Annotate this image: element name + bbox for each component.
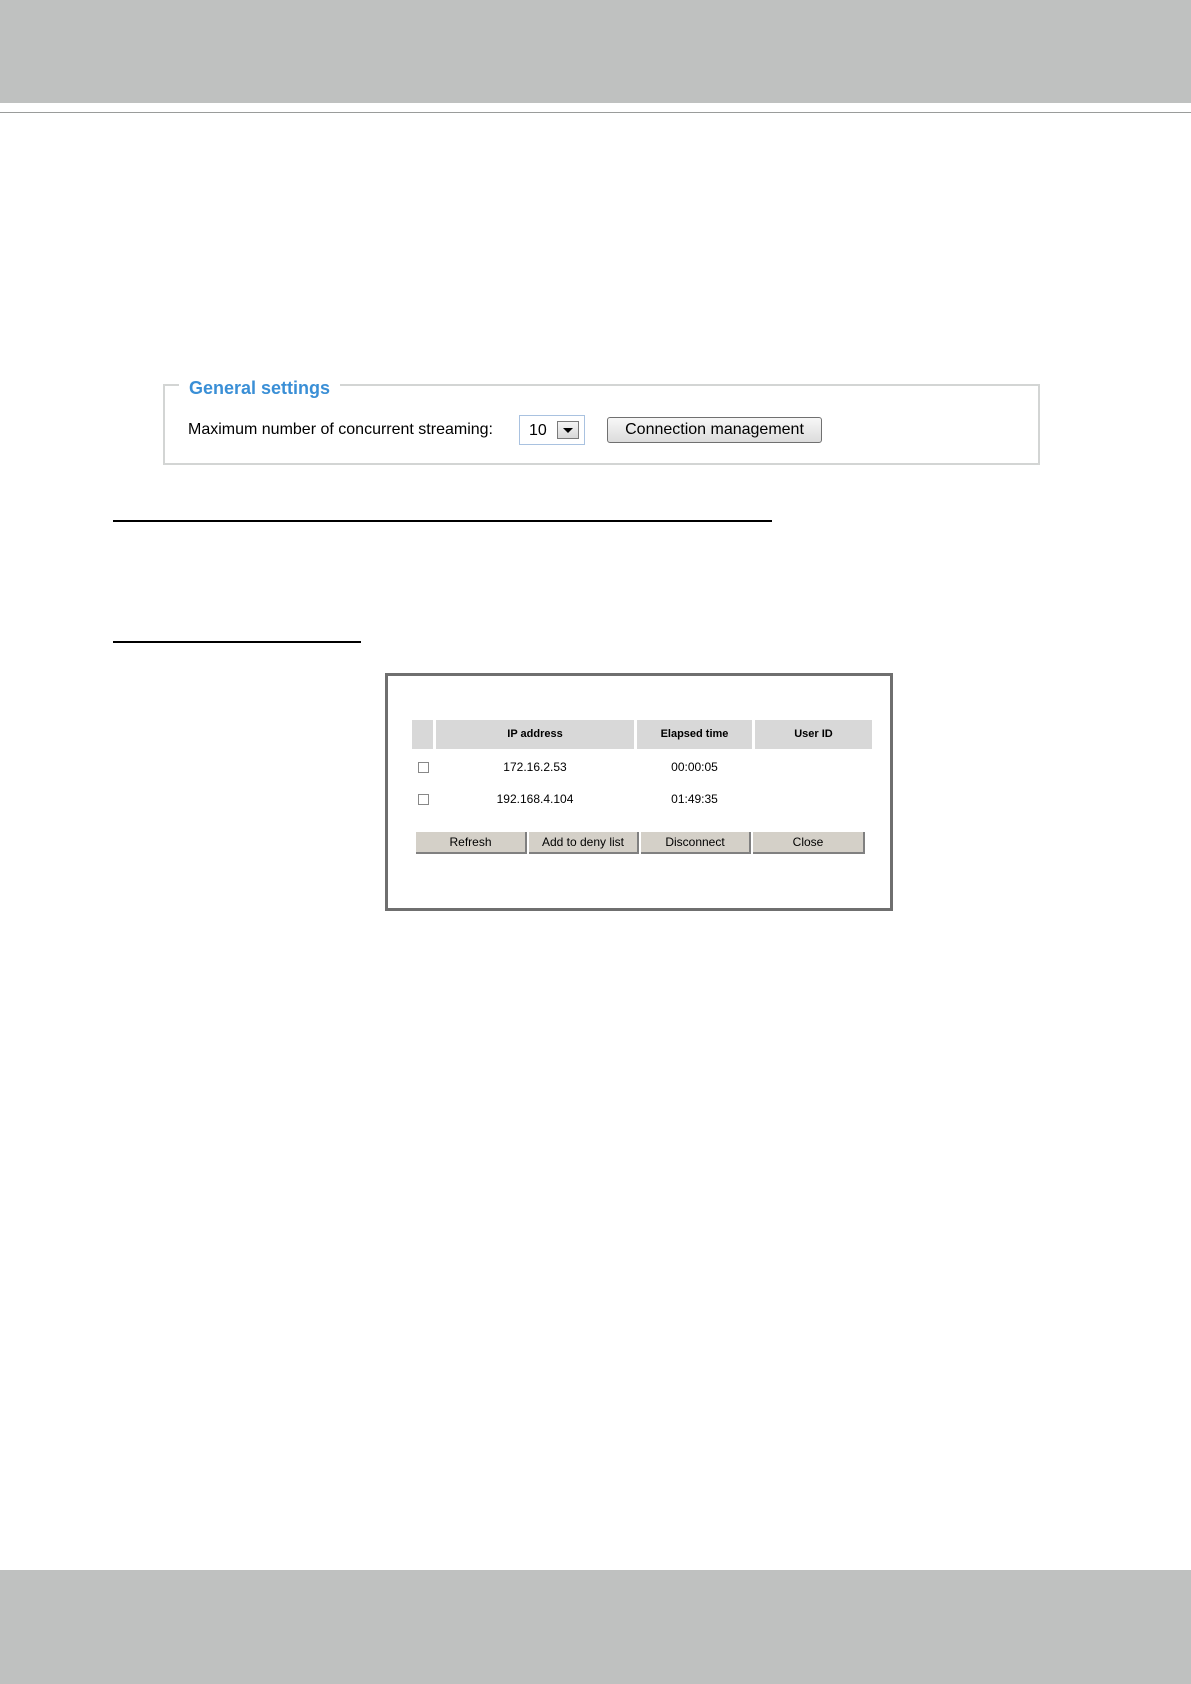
column-header-elapsed: Elapsed time: [637, 720, 752, 749]
add-to-deny-list-button[interactable]: Add to deny list: [529, 832, 639, 854]
page-header-band: [0, 0, 1191, 103]
max-streaming-value: 10: [529, 422, 547, 439]
header-divider: [0, 112, 1191, 113]
disconnect-button[interactable]: Disconnect: [641, 832, 751, 854]
general-settings-legend: General settings: [179, 376, 340, 400]
ip-cell: 172.16.2.53: [503, 760, 567, 774]
dropdown-arrow-icon[interactable]: [557, 421, 579, 439]
connection-management-button[interactable]: Connection management: [607, 417, 822, 443]
connection-management-window: [385, 673, 893, 911]
ip-cell: 192.168.4.104: [496, 792, 574, 806]
close-button[interactable]: Close: [753, 832, 865, 854]
column-header-ip: IP address: [436, 720, 634, 749]
elapsed-cell: 01:49:35: [671, 792, 718, 806]
column-header-user-id: User ID: [755, 720, 872, 749]
max-streaming-label: Maximum number of concurrent streaming:: [188, 421, 493, 438]
underline-rule: [113, 520, 772, 522]
row-checkbox[interactable]: [418, 794, 429, 805]
max-streaming-select[interactable]: [519, 415, 585, 445]
column-header-select: [412, 720, 433, 749]
row-checkbox[interactable]: [418, 762, 429, 773]
underline-rule: [113, 641, 361, 643]
refresh-button[interactable]: Refresh: [416, 832, 527, 854]
elapsed-cell: 00:00:05: [671, 760, 718, 774]
page-footer-band: [0, 1570, 1191, 1684]
